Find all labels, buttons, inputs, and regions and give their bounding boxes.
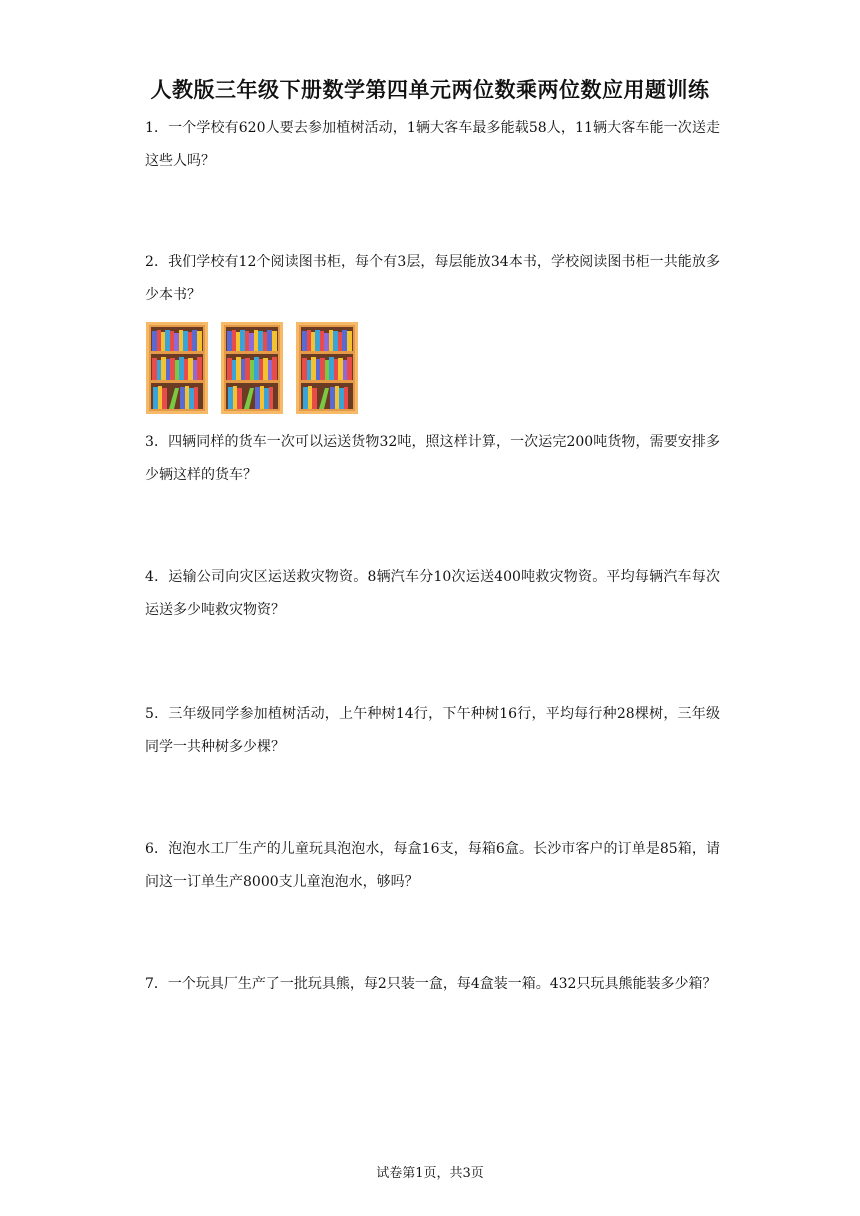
question-text: 我们学校有12个阅读图书柜，每个有3层，每层能放34本书，学校阅读图书柜一共能放多少本书？: [145, 254, 720, 303]
bookshelf-icon: [221, 322, 283, 414]
question-number: 6．: [145, 841, 169, 857]
question-7: [145, 968, 720, 1001]
question-number: 4．: [145, 569, 169, 585]
page-title: 人教版三年级下册数学第四单元两位数乘两位数应用题训练: [150, 78, 710, 102]
bookshelf-icon: [146, 322, 208, 414]
question-3: [145, 426, 720, 492]
question-number: 2．: [145, 254, 169, 270]
page-footer: 试卷第1页，共3页: [376, 1166, 484, 1181]
question-text: 泡泡水工厂生产的儿童玩具泡泡水，每盒16支，每箱6盒。长沙市客户的订单是85箱，请问这一订单生产8000支儿童泡泡水，够吗？: [145, 841, 720, 890]
question-text: 一个玩具厂生产了一批玩具熊，每2只装一盒，每4盒装一箱。432只玩具熊能装多少箱？: [167, 976, 717, 992]
question-text: 三年级同学参加植树活动，上午种树14行，下午种树16行，平均每行种28棵树，三年级同学一共种树多少棵？: [145, 706, 720, 755]
bookshelf-icon: [296, 322, 358, 414]
question-number: 5．: [145, 706, 169, 722]
question-4: [145, 561, 720, 627]
question-6: [145, 833, 720, 899]
question-text: 四辆同样的货车一次可以运送货物32吨，照这样计算，一次运完200吨货物，需要安排多少辆这样的货车？: [145, 434, 720, 483]
bookshelf-illustration: [146, 322, 358, 414]
question-text: 运输公司向灾区运送救灾物资。8辆汽车分10次运送400吨救灾物资。平均每辆汽车每次运送多少吨救灾物资？: [145, 569, 720, 618]
question-5: [145, 698, 720, 764]
question-2: [145, 246, 720, 312]
question-number: 7．: [145, 976, 168, 992]
question-number: 3．: [145, 434, 169, 450]
question-number: 1．: [145, 120, 169, 136]
question-1: [145, 112, 720, 178]
question-text: 一个学校有620人要去参加植树活动，1辆大客车最多能载58人，11辆大客车能一次送走这些人吗？: [145, 120, 720, 169]
